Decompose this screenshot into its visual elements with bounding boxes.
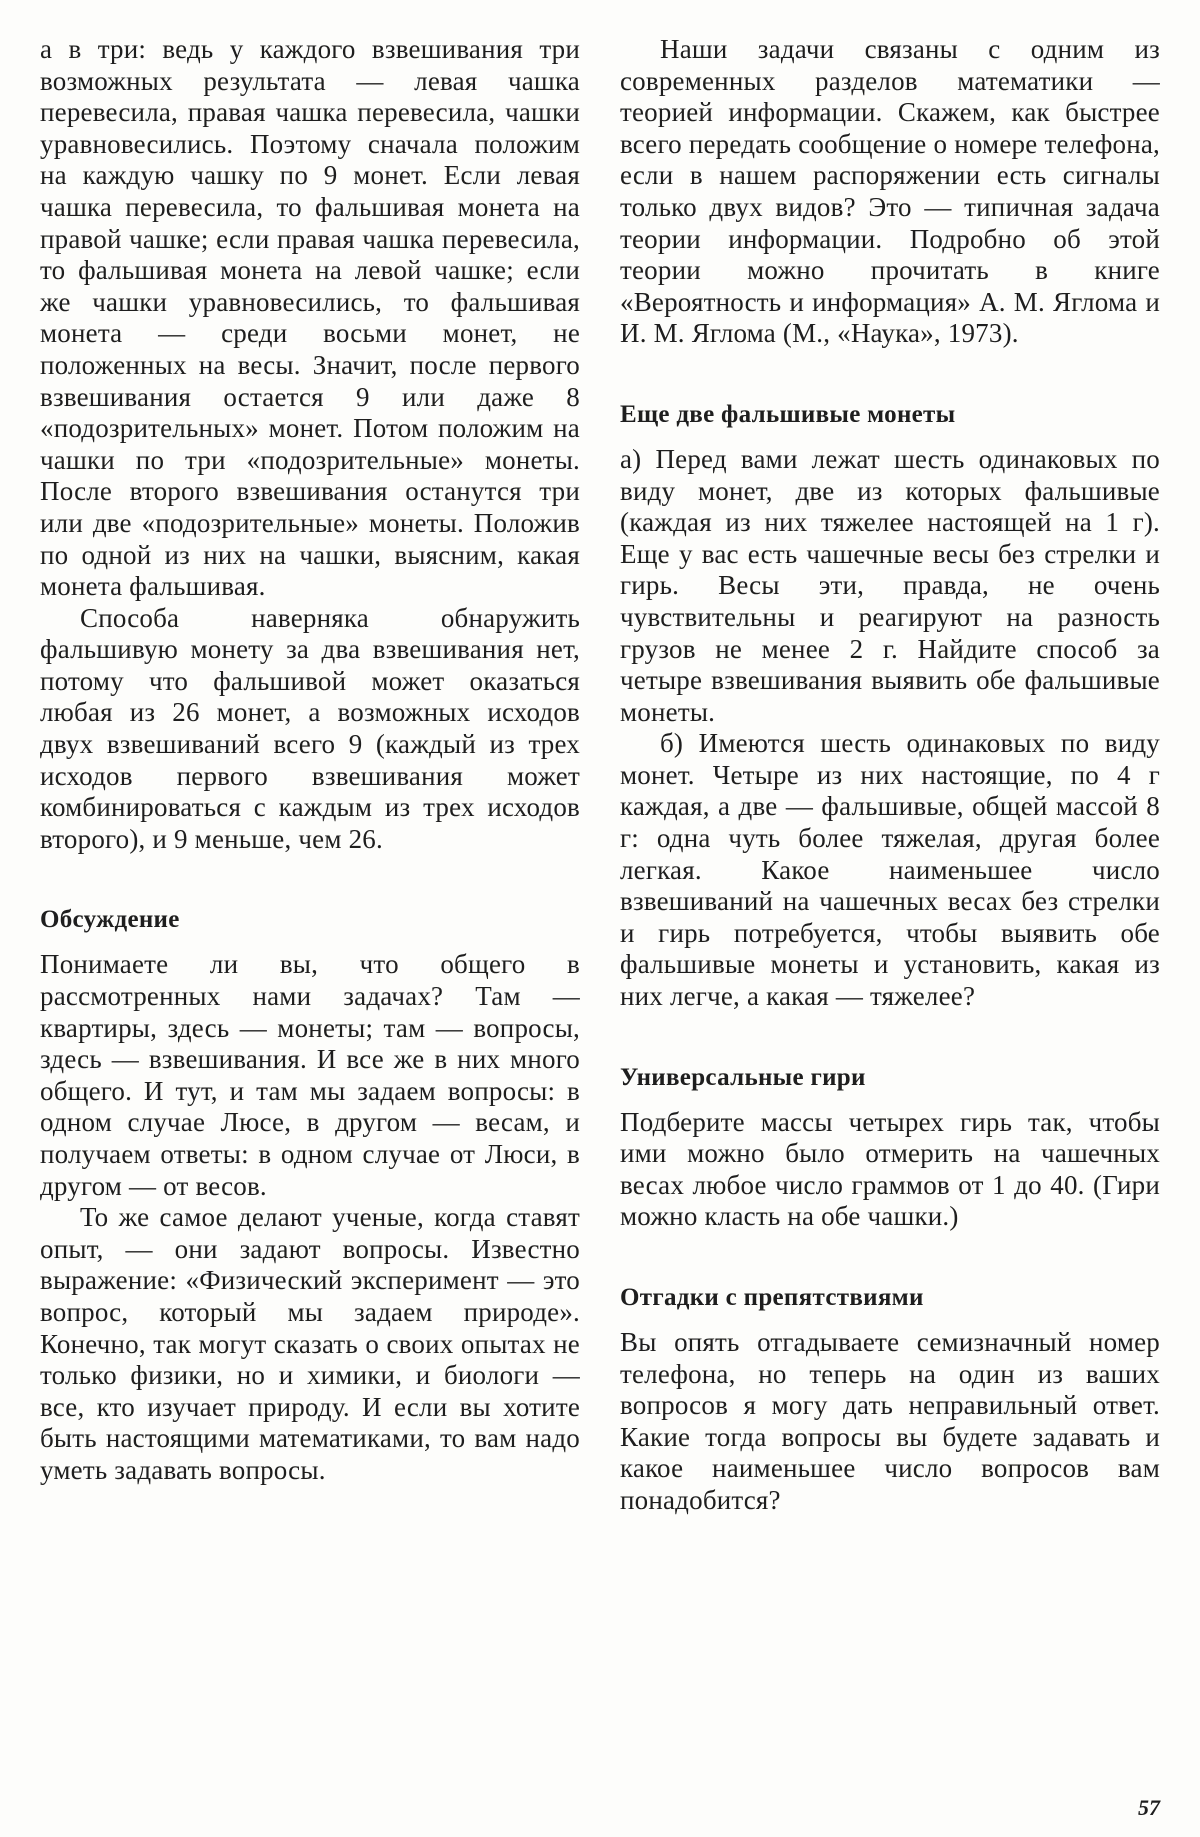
two-coins-heading: Еще две фальшивые монеты [620, 400, 956, 428]
discussion-paragraph-2: То же самое делают ученые, когда ставят опыт, — они задают вопросы. Известно выражение: «Физический эксперимент — это вопрос, который мы задаем природе». Конечно, так могут сказать о своих опытах не только физики, но и химики, и биологи — все, кто изучает природу. И если вы хотите быть настоящими математиками, то вам надо уметь задавать вопросы. [40, 1202, 580, 1485]
two-coins-task-a: а) Перед вами лежат шесть одинаковых по виду монет, две из которых фальшивые (каждая из них тяжелее настоящей на 1 г). Еще у вас есть чашечные весы без стрелки и гирь. Весы эти, правда, не очень чувствительны и реагируют на разность грузов не менее 2 г. Найдите способ за четыре взвешивания выявить обе фальшивые монеты. [620, 443, 1160, 727]
page-number: 57 [1138, 1795, 1160, 1820]
solution-paragraph-2: Способа наверняка обнаружить фальшивую монету за два взвешивания нет, потому что фальшивой может оказаться любая из 26 монет, а возможных исходов двух взвешиваний всего 9 (каждый из трех исходов первого взвешивания может комбинироваться с каждым из трех исходов второго), и 9 меньше, чем 26. [40, 602, 580, 854]
discussion-paragraph-1: Понимаете ли вы, что общего в рассмотренных нами задачах? Там — квартиры, здесь — монеты; там — вопросы, здесь — взвешивания. И все же в них много общего. И тут, и там мы задаем вопросы: в одном случае Люсе, в другом — весам, и получаем ответы: в одном случае от Люси, в другом — от весов. [40, 949, 580, 1201]
two-coins-task-b: б) Имеются шесть одинаковых по виду монет. Четыре из них настоящие, по 4 г каждая, а две — фальшивые, общей массой 8 г: одна чуть более тяжелая, другая более легкая. Какое наименьшее число взвешиваний на чашечных весах без стрелки и гирь потребуется, чтобы выявить обе фальшивые монеты и установить, какая из них легче, а какая — тяжелее? [620, 728, 1160, 1012]
discussion-heading: Обсуждение [40, 906, 180, 934]
obstacles-heading: Отгадки с препятствиями [620, 1284, 924, 1311]
obstacles-task: Вы опять отгадываете семизначный номер телефона, но теперь на один из ваших вопросов я могу дать неправильный ответ. Какие тогда вопросы вы будете задавать и какое наименьшее число вопросов вам понадобится? [620, 1327, 1160, 1515]
solution-paragraph-1: а в три: ведь у каждого взвешивания три возможных результата — левая чашка перевесила, правая чашка перевесила, чашки уравновесились. Поэтому сначала положим на каждую чашку по 9 монет. Если левая чашка перевесила, то фальшивая монета на правой чашке; если правая чашка перевесила, то фальшивая монета на левой чашке; если же чашки уравновесились, то фальшивая монета — среди восьми монет, не положенных на весы. Значит, после первого взвешивания остается 9 или даже 8 «подозрительных» монет. Потом положим на чашки по три «подозрительные» монеты. После второго взвешивания останутся три или две «подозрительные» монеты. Положив по одной из них на чашки, выясним, какая монета фальшивая. [40, 34, 580, 602]
information-theory-paragraph: Наши задачи связаны с одним из современных разделов математики — теорией информации. Скажем, как быстрее всего передать сообщение о номере телефона, если в нашем распоряжении есть сигналы только двух видов? Это — типичная задача теории информации. Подробно об этой теории можно прочитать в книге «Вероятность и информация» А. М. Яглома и И. М. Яглома (М., «Наука», 1973). [620, 34, 1160, 349]
weights-heading: Универсальные гири [620, 1063, 866, 1091]
weights-task: Подберите массы четырех гирь так, чтобы ими можно было отмерить на чашечных весах любое число граммов от 1 до 40. (Гири можно класть на обе чашки.) [620, 1106, 1160, 1232]
left-column [40, 34, 580, 1487]
right-column [620, 34, 1160, 1517]
